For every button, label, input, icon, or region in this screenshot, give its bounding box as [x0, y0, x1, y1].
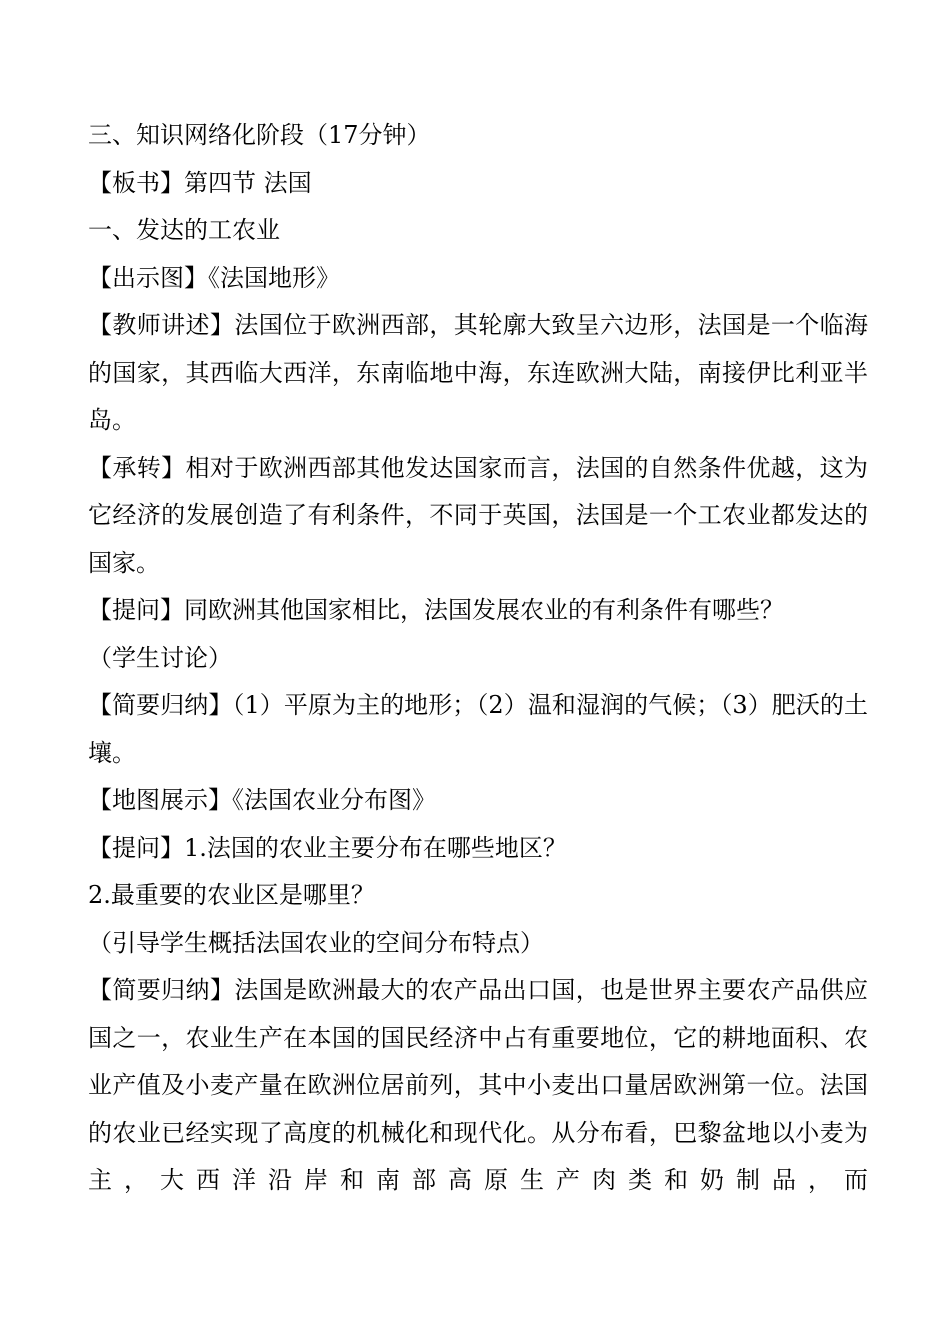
- summary-paragraph-agriculture: 【简要归纳】法国是欧洲最大的农产品出口国，也是世界主要农产品供应国之一，农业生产在本国的国民经济中占有重要地位，它的耕地面积、农业产值及小麦产量在欧洲位居前列，其中小麦出口量居欧洲第一位。法国的农业已经实现了高度的机械化和现代化。从分布看，巴黎盆地以小麦为主，大西洋沿岸和南部高原生产肉类和奶制品，而: [88, 976, 868, 1194]
- blackboard-title: 【板书】第四节 法国: [88, 168, 312, 197]
- summary-paragraph: 【简要归纳】（1）平原为主的地形；（2）温和湿润的气候；（3）肥沃的土壤。: [88, 691, 868, 767]
- document-body: [88, 112, 868, 1205]
- show-map-line: 【出示图】《法国地形》: [88, 263, 340, 292]
- question-line-1: 【提问】1.法国的农业主要分布在哪些地区？: [88, 833, 567, 862]
- teacher-lecture-paragraph: 【教师讲述】法国位于欧洲西部，其轮廓大致呈六边形，法国是一个临海的国家，其西临大西洋，东南临地中海，东连欧洲大陆，南接伊比利亚半岛。: [88, 311, 868, 434]
- question-paragraph: 【提问】同欧洲其他国家相比，法国发展农业的有利条件有哪些？: [88, 596, 784, 624]
- section-heading: 三、知识网络化阶段（17分钟）: [88, 121, 431, 149]
- transition-paragraph: 【承转】相对于欧洲西部其他发达国家而言，法国的自然条件优越，这为它经济的发展创造了有利条件，不同于英国，法国是一个工农业都发达的国家。: [88, 453, 868, 577]
- guidance-line: （引导学生概括法国农业的空间分布特点）: [88, 928, 544, 957]
- student-discussion-line: （学生讨论）: [88, 643, 232, 672]
- map-display-line: 【地图展示】《法国农业分布图》: [88, 786, 436, 814]
- subsection-heading: 一、发达的工农业: [88, 216, 280, 244]
- question-line-2: 2.最重要的农业区是哪里？: [88, 881, 375, 909]
